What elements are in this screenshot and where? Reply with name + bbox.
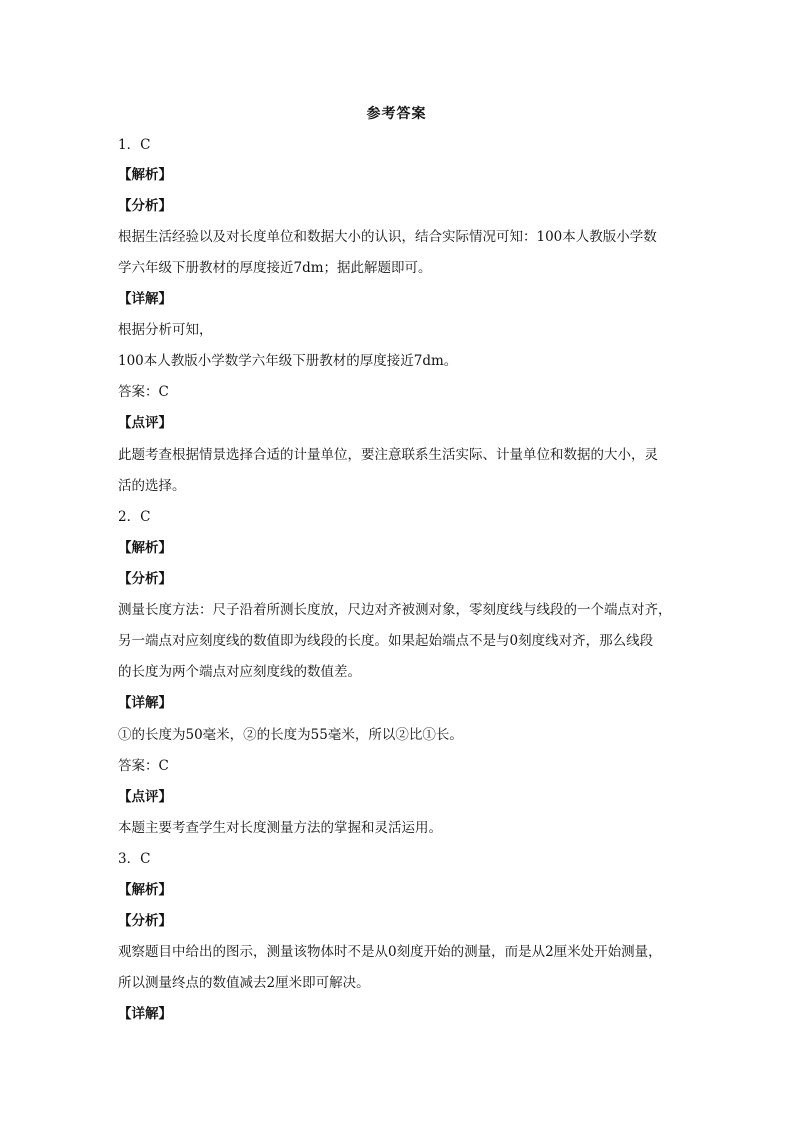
answer-line: 答案：C <box>118 758 169 774</box>
paragraph-line: 学六年级下册教材的厚度接近7dm；据此解题即可。 <box>118 260 432 276</box>
section-heading: 【详解】 <box>118 695 172 711</box>
paragraph-line: 100本人教版小学数学六年级下册教材的厚度接近7dm。 <box>118 353 458 369</box>
paragraph-line: 另一端点对应刻度线的数值即为线段的长度。如果起始端点不是与0刻度线对齐，那么线段 <box>118 633 654 649</box>
paragraph-line: 根据生活经验以及对长度单位和数据大小的认识，结合实际情况可知：100本人教版小学数 <box>118 229 657 245</box>
question-number: 3．C <box>118 851 151 867</box>
paragraph-line: 本题主要考查学生对长度测量方法的掌握和灵活运用。 <box>118 820 442 836</box>
answer-line: 答案：C <box>118 384 169 400</box>
section-heading: 【点评】 <box>118 789 172 805</box>
question-number: 1．C <box>118 137 151 153</box>
paragraph-line: ①的长度为50毫米，②的长度为55毫米，所以②比①长。 <box>118 727 463 743</box>
section-heading: 【详解】 <box>118 291 172 307</box>
paragraph-line: 所以测量终点的数值减去2厘米即可解决。 <box>118 975 370 991</box>
paragraph-line: 测量长度方法：尺子沿着所测长度放，尺边对齐被测对象，零刻度线与线段的一个端点对齐， <box>118 602 672 618</box>
section-heading: 【详解】 <box>118 1006 172 1022</box>
section-heading: 【分析】 <box>118 571 172 587</box>
section-heading: 【解析】 <box>118 167 172 183</box>
section-heading: 【分析】 <box>118 913 172 929</box>
section-heading: 【点评】 <box>118 415 172 431</box>
paragraph-line: 的长度为两个端点对应刻度线的数值差。 <box>118 664 361 680</box>
page-title: 参考答案 <box>366 106 427 122</box>
section-heading: 【解析】 <box>118 540 172 556</box>
section-heading: 【分析】 <box>118 198 172 214</box>
paragraph-line: 根据分析可知， <box>118 322 213 338</box>
paragraph-line: 活的选择。 <box>118 478 186 494</box>
question-number: 2．C <box>118 509 151 525</box>
section-heading: 【解析】 <box>118 882 172 898</box>
paragraph-line: 此题考查根据情景选择合适的计量单位，要注意联系生活实际、计量单位和数据的大小，灵 <box>118 447 658 463</box>
paragraph-line: 观察题目中给出的图示，测量该物体时不是从0刻度开始的测量，而是从2厘米处开始测量， <box>118 944 662 960</box>
